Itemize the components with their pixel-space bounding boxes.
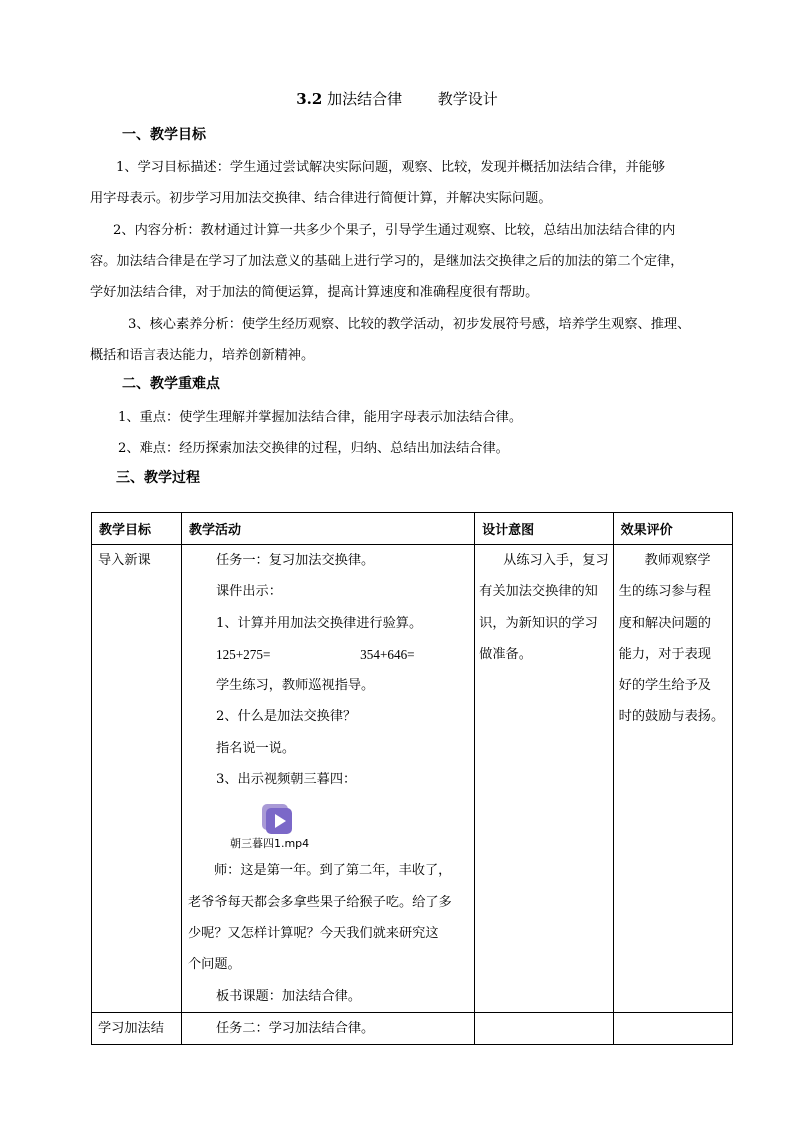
lesson-subtitle: 教学设计 [437, 90, 498, 108]
intent-line-4: 做准备。 [479, 646, 532, 662]
activity-text-4: 个问题。 [187, 957, 241, 973]
goal-paragraph-2-line-1: 2、内容分析：教材通过计算一共多少个果子，引导学生通过观察、比较，总结出加法结合律的内 [113, 223, 676, 238]
video-file-icon[interactable] [261, 803, 295, 837]
row2-eval-cell [613, 1012, 732, 1044]
eval-line-3: 度和解决问题的 [618, 615, 711, 631]
row1-eval-cell [613, 545, 732, 1013]
eval-line-6: 时的鼓励与表扬。 [618, 709, 725, 725]
row2-intent-cell [475, 1012, 614, 1044]
intent-line-2: 有关加法交换律的知 [479, 584, 598, 600]
activity-show: 课件出示： [215, 584, 282, 600]
eval-line-4: 能力，对于表现 [618, 646, 711, 662]
goal-paragraph-2-line-3: 学好加法结合律，对于加法的简便运算，提高计算速度和准确程度很有帮助。 [90, 285, 539, 300]
row1-goal-cell [92, 545, 182, 1013]
row1-goal: 导入新课 [98, 553, 151, 568]
document-title [0, 88, 794, 109]
lesson-number: 3.2 [296, 90, 323, 108]
header-activity: 教学活动 [181, 513, 474, 545]
goal-paragraph-3-line-2: 概括和语言表达能力，培养创新精神。 [90, 348, 315, 363]
eval-line-2: 生的练习参与程 [618, 584, 711, 600]
header-goal: 教学目标 [92, 513, 182, 545]
goal-paragraph-1-line-1: 1、学习目标描述：学生通过尝试解决实际问题，观察、比较，发现并概括加法结合律，并能够 [116, 160, 666, 175]
row2-goal: 学习加法结 [98, 1020, 164, 1036]
row2-activity: 任务二：学习加法结合律。 [215, 1020, 375, 1036]
section-heading-goals: 一、教学目标 [122, 127, 206, 143]
goal-paragraph-2-line-2: 容。加法结合律是在学习了加法意义的基础上进行学习的，是继加法交换律之后的加法的第二个定律， [90, 254, 684, 269]
table-row [92, 545, 733, 1013]
activity-say: 指名说一说。 [215, 740, 296, 756]
section-heading-key-points: 二、教学重难点 [122, 376, 220, 392]
header-evaluation: 效果评价 [613, 513, 732, 545]
goal-paragraph-3-line-1: 3、核心素养分析：使学生经历观察、比较的教学活动，初步发展符号感，培养学生观察、推理、 [128, 317, 691, 332]
row1-intent-cell [475, 545, 614, 1013]
activity-board: 板书课题：加法结合律。 [215, 988, 362, 1004]
lesson-name: 加法结合律 [327, 90, 403, 108]
activity-q3: 3、出示视频朝三暮四： [215, 772, 357, 788]
section-heading-process: 三、教学过程 [116, 470, 200, 486]
activity-text-1: 师：这是第一年。到了第二年，丰收了， [213, 863, 452, 879]
key-point-1: 1、重点：使学生理解并掌握加法结合律，能用字母表示加法结合律。 [118, 410, 523, 425]
table-row [92, 1012, 733, 1044]
embedded-video[interactable] [188, 795, 474, 855]
eval-line-1: 教师观察学 [644, 553, 711, 568]
video-file-name[interactable]: 朝三暮四1.mp4 [229, 837, 310, 851]
intent-line-3: 识，为新知识的学习 [479, 615, 598, 631]
table-header-row [92, 513, 733, 545]
eval-line-5: 好的学生给予及 [618, 678, 711, 694]
header-intent: 设计意图 [475, 513, 614, 545]
activity-text-2: 老爷爷每天都会多拿些果子给猴子吃。给了多 [187, 894, 452, 910]
teaching-process-table [91, 512, 733, 1045]
calc-b: 354+646= [360, 646, 415, 662]
row1-activity-cell [181, 545, 474, 1013]
row2-activity-cell [181, 1012, 474, 1044]
activity-task: 任务一：复习加法交换律。 [215, 553, 375, 568]
key-point-2: 2、难点：经历探索加法交换律的过程，归纳、总结出加法结合律。 [118, 441, 509, 456]
activity-calc [188, 639, 474, 670]
goal-paragraph-1-line-2: 用字母表示。初步学习用加法交换律、结合律进行简便计算，并解决实际问题。 [90, 191, 552, 206]
activity-practice: 学生练习，教师巡视指导。 [215, 678, 375, 694]
intent-line-1: 从练习入手，复习 [503, 553, 609, 568]
activity-q2: 2、什么是加法交换律？ [215, 709, 357, 725]
activity-text-3: 少呢？又怎样计算呢？今天我们就来研究这 [187, 925, 439, 941]
row2-goal-cell [92, 1012, 182, 1044]
activity-q1: 1、计算并用加法交换律进行验算。 [215, 615, 423, 631]
calc-a: 125+275= [215, 646, 271, 662]
